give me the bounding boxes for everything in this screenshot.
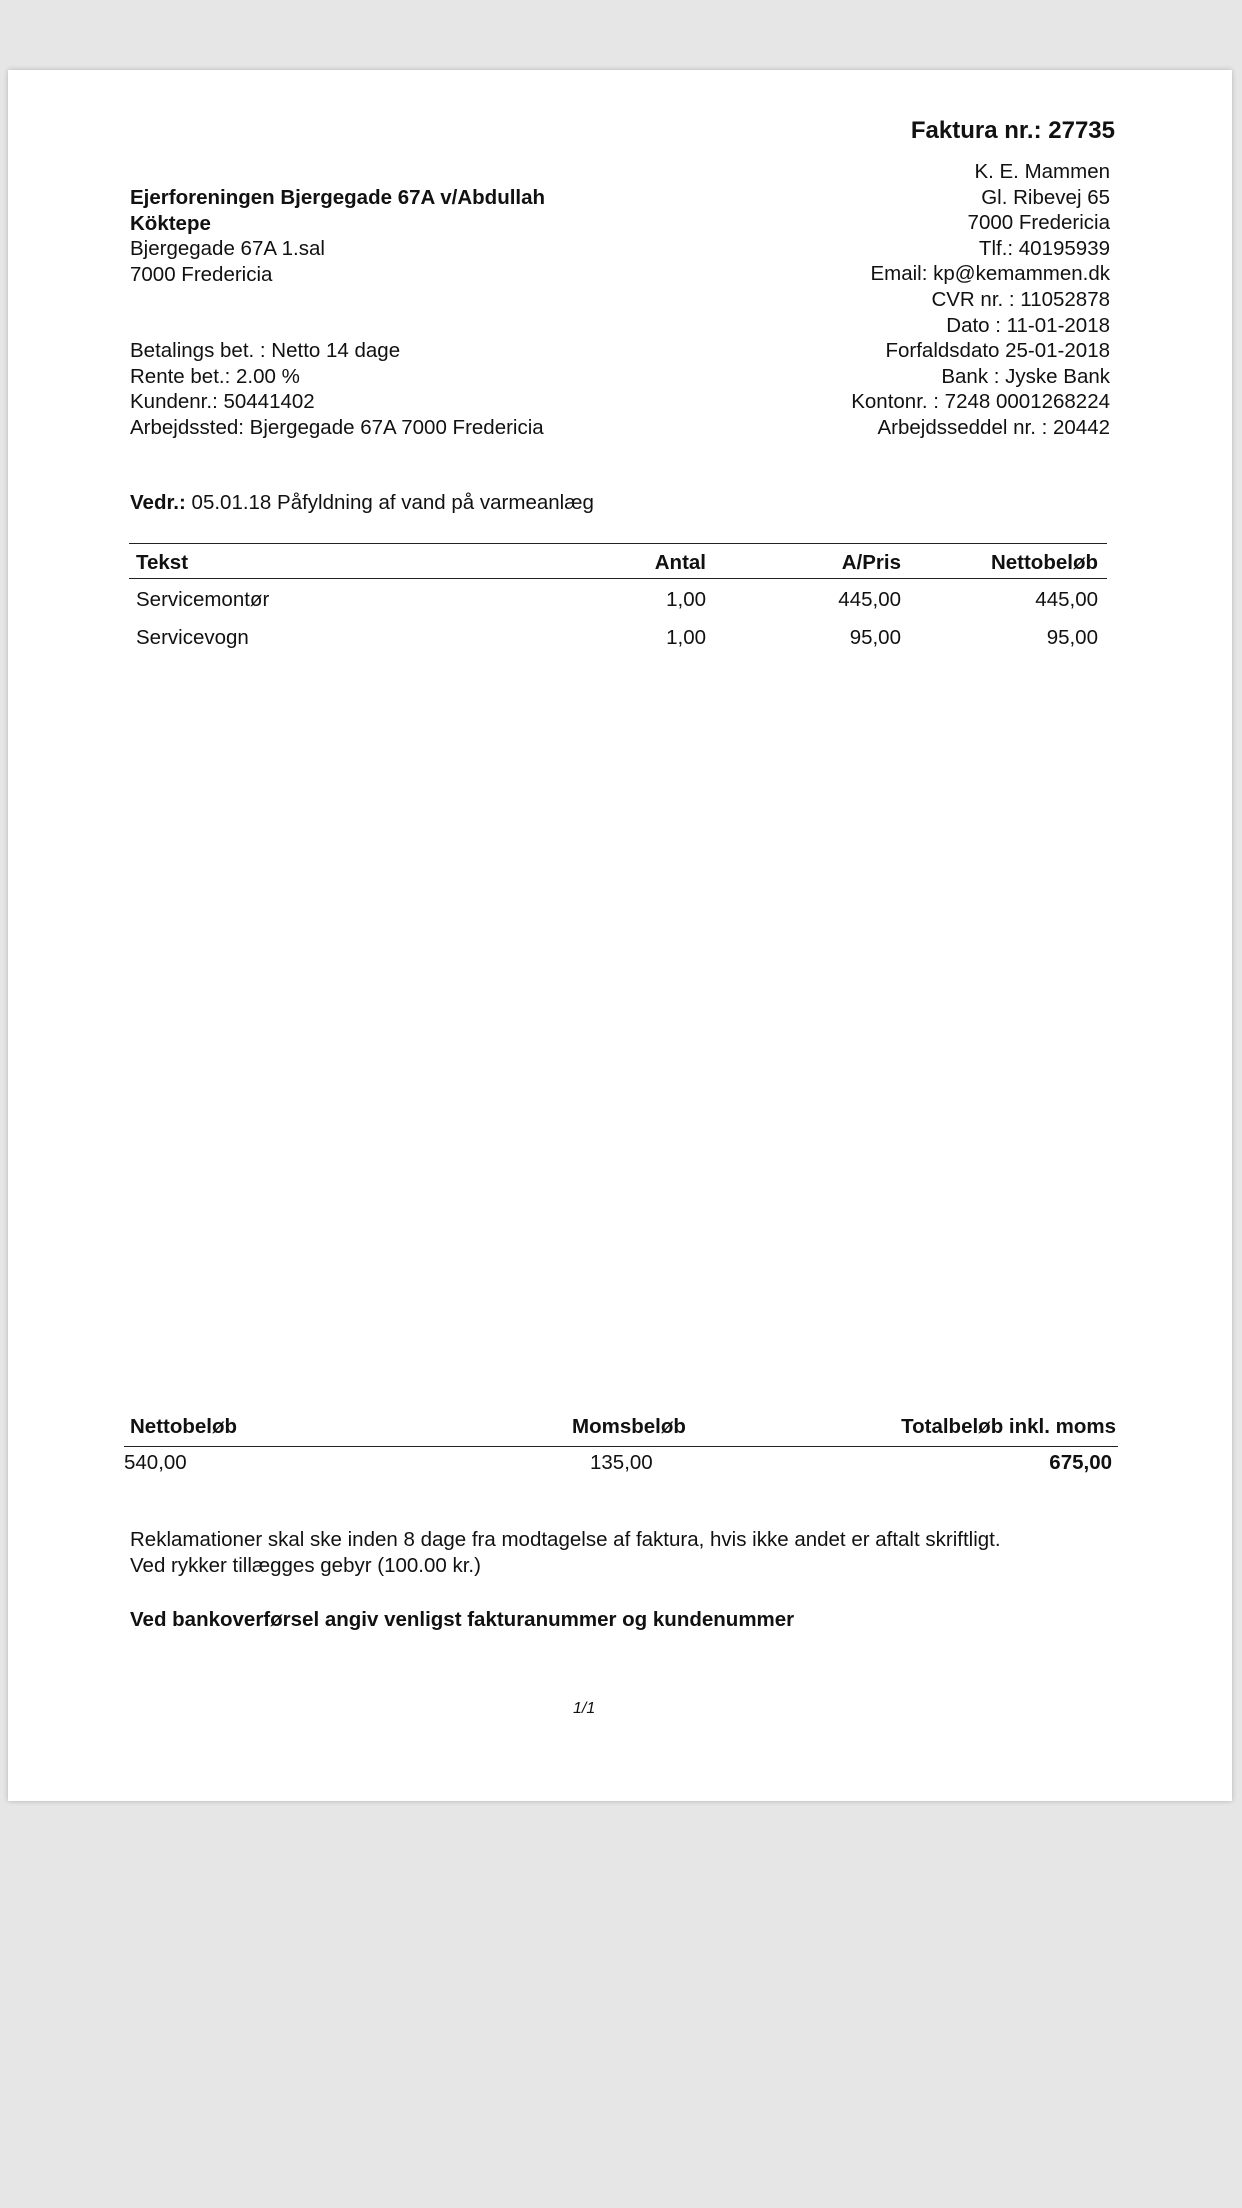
vat-total-value: 135,00 — [590, 1451, 653, 1474]
invoice-page — [8, 70, 1232, 1801]
workplace: Arbejdssted: Bjergegade 67A 7000 Fredericia — [130, 415, 544, 439]
bank-transfer-note: Ved bankoverførsel angiv venligst fakturanummer og kundenummer — [130, 1608, 795, 1631]
invoice-title: Faktura nr.: 27735 — [910, 117, 1115, 144]
company-phone: Tlf.: 40195939 — [978, 236, 1110, 260]
table-row — [129, 579, 1107, 617]
company-name: K. E. Mammen — [974, 160, 1110, 183]
totals-values — [124, 1447, 1118, 1481]
item-unit-price: 95,00 — [849, 626, 901, 649]
work-order-number: Arbejdsseddel nr. : 20442 — [877, 415, 1110, 439]
header-antal: Antal — [654, 551, 706, 574]
subject-line — [130, 490, 594, 516]
payment-terms-line: Betalings bet. : Netto 14 dage — [130, 339, 401, 362]
subject-label: Vedr.: — [130, 491, 186, 514]
reminder-fee-note: Ved rykker tillægges gebyr (100.00 kr.) — [130, 1553, 481, 1577]
totals-header — [124, 1406, 1118, 1446]
table-header — [129, 543, 1107, 579]
header-nettobelob: Nettobeløb — [990, 551, 1098, 574]
recipient-street: Bjergegade 67A 1.sal — [130, 237, 325, 261]
vat-total-label: Momsbeløb — [572, 1415, 686, 1438]
item-net-amount: 95,00 — [1046, 626, 1098, 649]
item-net-amount: 445,00 — [1035, 588, 1098, 611]
recipient-name-line2: Köktepe — [130, 211, 211, 235]
item-unit-price: 445,00 — [838, 588, 901, 611]
invoice-date: Dato : 11-01-2018 — [946, 313, 1110, 337]
line-items-table — [129, 543, 1107, 655]
terms-notes — [130, 1527, 1001, 1578]
company-email: Email: kp@kemammen.dk — [870, 262, 1110, 286]
totals-section — [124, 1406, 1118, 1481]
net-total-value: 540,00 — [124, 1451, 187, 1474]
page-number: 1/1 — [573, 1700, 596, 1717]
item-text: Servicevogn — [136, 626, 249, 649]
subject-text: 05.01.18 Påfyldning af vand på varmeanlæg — [185, 491, 594, 514]
recipient-city: 7000 Fredericia — [130, 262, 273, 286]
bank-name: Bank : Jyske Bank — [941, 364, 1110, 388]
company-info — [870, 159, 1110, 338]
company-cvr: CVR nr. : 11052878 — [931, 287, 1110, 311]
item-text: Servicemontør — [136, 588, 270, 611]
customer-number: Kundenr.: 50441402 — [130, 390, 315, 414]
grand-total-value: 675,00 — [1049, 1451, 1112, 1474]
item-quantity: 1,00 — [666, 626, 706, 649]
header-tekst: Tekst — [136, 551, 189, 574]
recipient-name-line1: Ejerforeningen Bjergegade 67A v/Abdullah — [130, 186, 546, 209]
complaint-note: Reklamationer skal ske inden 8 dage fra modtagelse af faktura, hvis ikke andet er aftalt skriftligt. — [130, 1528, 1001, 1551]
grand-total-label: Totalbeløb inkl. moms — [901, 1415, 1116, 1438]
net-total-label: Nettobeløb — [130, 1415, 238, 1438]
header-apris: A/Pris — [841, 551, 901, 574]
account-number: Kontonr. : 7248 0001268224 — [851, 390, 1110, 414]
company-city: 7000 Fredericia — [967, 211, 1110, 235]
table-row — [129, 617, 1107, 655]
recipient-address — [130, 185, 545, 287]
bank-details — [851, 338, 1110, 440]
due-date: Forfaldsdato 25-01-2018 — [885, 339, 1110, 362]
interest-terms-line: Rente bet.: 2.00 % — [130, 364, 300, 388]
item-quantity: 1,00 — [666, 588, 706, 611]
payment-terms — [130, 338, 544, 440]
company-street: Gl. Ribevej 65 — [981, 185, 1110, 209]
